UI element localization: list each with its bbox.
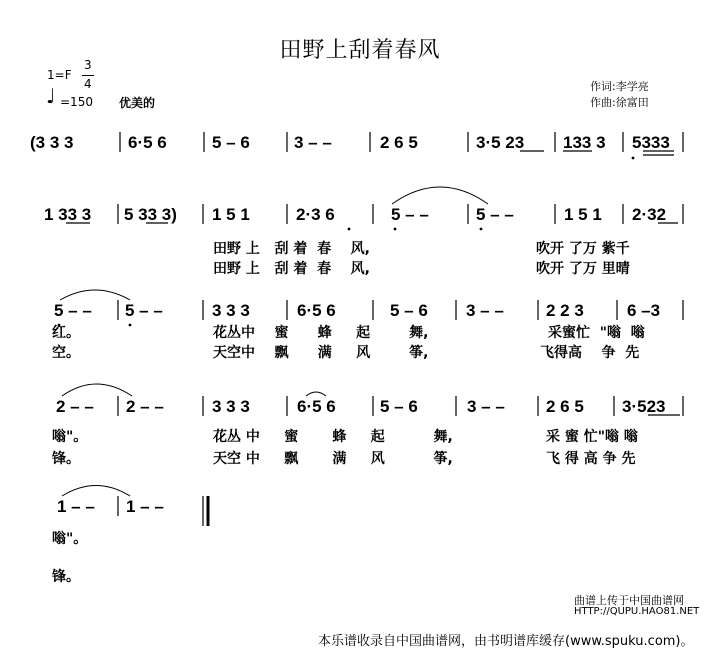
lyrics-row2-verse1: 田野 上 刮 着 春 风, [213,241,370,257]
row3-measure-1: 5 – – [54,301,92,320]
row1-measure-3: 5 – 6 [212,133,250,152]
row2-measure-8: 2·32 [632,205,667,224]
row3-measure-3: 3 3 3 [212,301,250,320]
lyrics-row4-verse2-b: 飞 得 高 争 先 [546,451,636,467]
row1-measure-6: 3·5 23 [476,133,525,152]
lyrics-row3-verse1-start: 红。 [52,325,80,341]
row4-measure-1: 2 – – [56,397,94,416]
lyrics-row3-verse2-start: 空。 [52,345,80,361]
lyrics-row3-verse1-b: 采蜜忙 "嗡 嗡 [548,325,645,341]
row4-measure-3: 3 3 3 [212,397,250,416]
row3-measure-4: 6·5 6 [297,301,336,320]
row2-measure-1: 1 33 3 [44,205,92,224]
row1-measure-5: 2 6 5 [380,133,418,152]
time-sig-bottom: 4 [84,77,92,91]
row4-measure-8: 3·523 [622,397,666,416]
lyrics-row2-verse1-b: 吹开 了万 紫千 [536,241,630,257]
row4-measure-6: 3 – – [467,397,505,416]
row2-measure-6: 5 – – [476,205,514,224]
row3-measure-7: 2 2 3 [546,301,584,320]
upload-note: 曲谱上传于中国曲谱网 [574,594,684,607]
row4-measure-5: 5 – 6 [380,397,418,416]
page-title: 田野上刮着春风 [279,38,441,63]
lyricist: 作词:李学亮 [590,80,649,93]
row4-measure-7: 2 6 5 [546,397,584,416]
row5-measure-1: 1 – – [57,497,95,516]
row1-measure-4: 3 – – [294,133,332,152]
lyrics-row4-verse1: 花丛 中 蜜 蜂 起 舞, [213,429,453,445]
row1-measure-8: 5333 [632,133,670,152]
lyrics-row4-verse1-b: 采 蜜 忙"嗡 嗡 [546,429,638,445]
lyrics-row4-verse2-start: 锋。 [52,451,80,467]
row1-measure-7: 133 3 [563,133,606,152]
lyrics-row5-verse2: 锋。 [52,569,80,585]
row2-measure-5: 5 – – [391,205,429,224]
row3-measure-8: 6 –3 [627,301,661,320]
row4-measure-4: 6·5 6 [297,397,336,416]
quarter-note-icon: ♩ [46,84,56,108]
composer: 作曲:徐富田 [590,96,649,109]
lyrics-row2-verse2: 田野 上 刮 着 春 风, [213,261,370,277]
key-signature: 1=F [47,68,72,82]
tempo: =150 [60,95,93,109]
row4-measure-2: 2 – – [126,397,164,416]
row1-measure-2: 6·5 6 [128,133,167,152]
expression: 优美的 [119,96,156,110]
lyrics-row3-verse2-b: 飞得高 争 先 [540,345,640,361]
row2-measure-2: 5 33 3) [124,205,177,224]
lyrics-row2-verse2-b: 吹开 了万 里晴 [536,261,630,277]
row2-measure-7: 1 5 1 [564,205,602,224]
row2-measure-3: 1 5 1 [212,205,250,224]
row5-measure-2: 1 – – [126,497,164,516]
lyrics-row4-verse2: 天空 中 飘 满 风 筝, [213,451,453,467]
lyrics-row4-verse1-start: 嗡"。 [52,429,88,445]
time-sig-top: 3 [84,58,92,72]
row3-measure-5: 5 – 6 [390,301,428,320]
row3-measure-6: 3 – – [466,301,504,320]
row2-measure-4: 2·3 6 [296,205,335,224]
row3-measure-2: 5 – – [125,301,163,320]
lyrics-row5-verse1: 嗡"。 [52,531,88,547]
lyrics-row3-verse2: 天空中 飘 满 风 筝, [213,345,429,361]
row1-measure-1: (3 3 3 [30,133,74,152]
lyrics-row3-verse1: 花丛中 蜜 蜂 起 舞, [213,325,429,341]
source-note: 本乐谱收录自中国曲谱网，由书明谱库缓存(www.spuku.com)。 [318,634,694,649]
upload-url[interactable]: HTTP://QUPU.HAO81.NET [574,606,700,617]
